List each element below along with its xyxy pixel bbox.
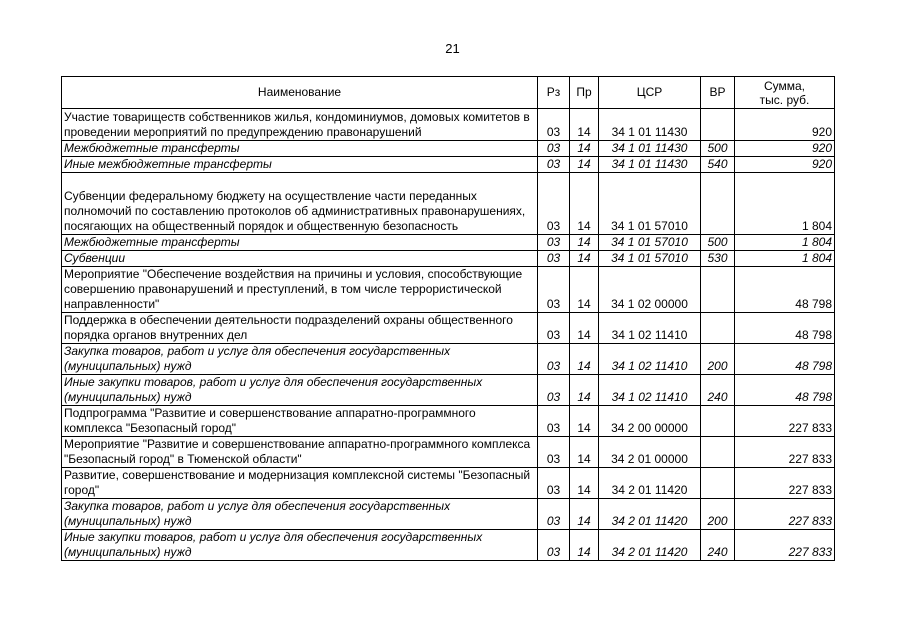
row-csr: 34 2 01 00000 <box>599 437 701 468</box>
row-sum: 920 <box>735 141 835 157</box>
row-vr: 540 <box>701 157 735 173</box>
table-row <box>62 141 835 157</box>
row-sum: 1 804 <box>735 235 835 251</box>
row-rz: 03 <box>538 437 570 468</box>
row-rz: 03 <box>538 235 570 251</box>
row-sum: 920 <box>735 109 835 141</box>
row-vr: 500 <box>701 235 735 251</box>
row-name: Закупка товаров, работ и услуг для обеспечения государственных (муниципальных) нужд <box>62 344 538 375</box>
row-csr: 34 2 00 00000 <box>599 406 701 437</box>
row-vr <box>701 173 735 235</box>
row-pr: 14 <box>570 313 599 344</box>
row-rz: 03 <box>538 344 570 375</box>
table-row <box>62 313 835 344</box>
row-name: Иные закупки товаров, работ и услуг для обеспечения государственных (муниципальных) нужд <box>62 530 538 561</box>
table-row <box>62 267 835 313</box>
row-csr: 34 1 02 11410 <box>599 344 701 375</box>
row-rz: 03 <box>538 267 570 313</box>
row-vr <box>701 109 735 141</box>
row-sum: 227 833 <box>735 530 835 561</box>
row-sum: 48 798 <box>735 375 835 406</box>
row-csr: 34 1 01 57010 <box>599 173 701 235</box>
row-csr: 34 1 01 11430 <box>599 109 701 141</box>
header-rz: Рз <box>538 77 570 109</box>
table-body <box>62 109 835 561</box>
row-csr: 34 1 01 11430 <box>599 157 701 173</box>
row-name: Межбюджетные трансферты <box>62 235 538 251</box>
row-rz: 03 <box>538 406 570 437</box>
row-rz: 03 <box>538 530 570 561</box>
row-rz: 03 <box>538 157 570 173</box>
row-pr: 14 <box>570 499 599 530</box>
row-sum: 227 833 <box>735 406 835 437</box>
table-row <box>62 157 835 173</box>
row-vr: 500 <box>701 141 735 157</box>
row-name: Мероприятие "Обеспечение воздействия на причины и условия, способствующие совершению правонарушений и преступлений, в том числе террористической направленности" <box>62 267 538 313</box>
row-csr: 34 1 02 11410 <box>599 313 701 344</box>
row-sum: 227 833 <box>735 468 835 499</box>
row-name: Субвенции <box>62 251 538 267</box>
row-pr: 14 <box>570 375 599 406</box>
row-pr: 14 <box>570 157 599 173</box>
row-pr: 14 <box>570 344 599 375</box>
row-csr: 34 1 01 57010 <box>599 251 701 267</box>
header-sum-line1: Сумма, <box>763 78 806 93</box>
row-name: Подпрограмма "Развитие и совершенствование аппаратно-программного комплекса "Безопасный город" <box>62 406 538 437</box>
row-name: Субвенции федеральному бюджету на осуществление части переданных полномочий по составлению протоколов об административных правонарушениях, посягающих на общественный порядок и общественную безопасность <box>62 173 538 235</box>
header-vr: ВР <box>701 77 735 109</box>
table-row <box>62 344 835 375</box>
row-sum: 48 798 <box>735 267 835 313</box>
row-rz: 03 <box>538 109 570 141</box>
row-vr: 200 <box>701 499 735 530</box>
table-row <box>62 530 835 561</box>
row-rz: 03 <box>538 468 570 499</box>
row-pr: 14 <box>570 251 599 267</box>
row-rz: 03 <box>538 141 570 157</box>
row-sum: 227 833 <box>735 437 835 468</box>
table-row <box>62 468 835 499</box>
row-sum: 1 804 <box>735 173 835 235</box>
table-row <box>62 499 835 530</box>
row-name: Мероприятие "Развитие и совершенствование аппаратно-программного комплекса "Безопасный город" в Тюменской области" <box>62 437 538 468</box>
table-row <box>62 375 835 406</box>
row-name: Межбюджетные трансферты <box>62 141 538 157</box>
row-sum: 48 798 <box>735 344 835 375</box>
row-vr <box>701 437 735 468</box>
table-row <box>62 406 835 437</box>
budget-table <box>61 76 835 561</box>
row-sum: 48 798 <box>735 313 835 344</box>
row-name: Развитие, совершенствование и модернизация комплексной системы "Безопасный город" <box>62 468 538 499</box>
row-csr: 34 1 01 11430 <box>599 141 701 157</box>
row-sum: 227 833 <box>735 499 835 530</box>
header-name: Наименование <box>62 77 538 109</box>
row-pr: 14 <box>570 141 599 157</box>
row-name: Участие товариществ собственников жилья, кондоминиумов, домовых комитетов в проведении мероприятий по предупреждению правонарушений <box>62 109 538 141</box>
row-csr: 34 1 01 57010 <box>599 235 701 251</box>
row-vr: 240 <box>701 530 735 561</box>
header-row <box>62 77 835 109</box>
row-pr: 14 <box>570 173 599 235</box>
row-vr <box>701 267 735 313</box>
row-pr: 14 <box>570 267 599 313</box>
row-pr: 14 <box>570 468 599 499</box>
row-name: Закупка товаров, работ и услуг для обеспечения государственных (муниципальных) нужд <box>62 499 538 530</box>
header-pr: Пр <box>570 77 599 109</box>
table-row <box>62 109 835 141</box>
row-pr: 14 <box>570 530 599 561</box>
header-csr: ЦСР <box>599 77 701 109</box>
row-vr <box>701 468 735 499</box>
table-row <box>62 437 835 468</box>
row-vr: 200 <box>701 344 735 375</box>
row-pr: 14 <box>570 235 599 251</box>
row-vr <box>701 406 735 437</box>
row-pr: 14 <box>570 437 599 468</box>
row-rz: 03 <box>538 173 570 235</box>
header-sum <box>735 77 835 109</box>
row-vr: 240 <box>701 375 735 406</box>
table-row <box>62 173 835 235</box>
row-rz: 03 <box>538 499 570 530</box>
row-vr <box>701 313 735 344</box>
row-rz: 03 <box>538 313 570 344</box>
table-row <box>62 251 835 267</box>
row-name: Иные межбюджетные трансферты <box>62 157 538 173</box>
row-rz: 03 <box>538 251 570 267</box>
page-number: 21 <box>445 41 460 56</box>
row-sum: 920 <box>735 157 835 173</box>
row-pr: 14 <box>570 406 599 437</box>
row-csr: 34 1 02 11410 <box>599 375 701 406</box>
row-name: Иные закупки товаров, работ и услуг для обеспечения государственных (муниципальных) нужд <box>62 375 538 406</box>
header-sum-line2: тыс. руб. <box>759 92 810 107</box>
row-sum: 1 804 <box>735 251 835 267</box>
row-vr: 530 <box>701 251 735 267</box>
row-csr: 34 2 01 11420 <box>599 499 701 530</box>
row-csr: 34 2 01 11420 <box>599 530 701 561</box>
row-csr: 34 1 02 00000 <box>599 267 701 313</box>
row-pr: 14 <box>570 109 599 141</box>
row-rz: 03 <box>538 375 570 406</box>
row-csr: 34 2 01 11420 <box>599 468 701 499</box>
row-name: Поддержка в обеспечении деятельности подразделений охраны общественного порядка органов внутренних дел <box>62 313 538 344</box>
table-row <box>62 235 835 251</box>
